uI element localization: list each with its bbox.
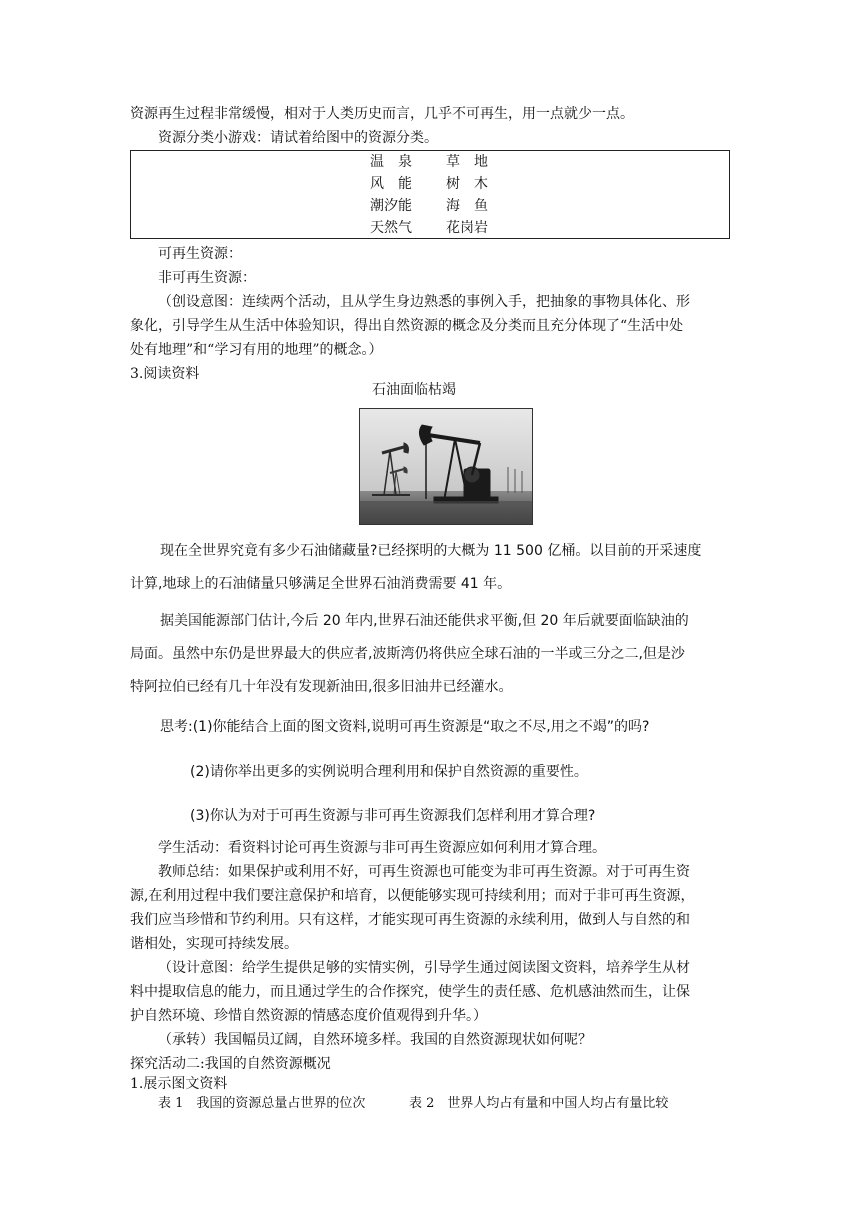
resource-item: 温 泉 <box>370 154 412 170</box>
reading-paragraph-line: 现在全世界究竟有多少石油储藏量?已经探明的大概为 11 500 亿桶。以目前的开采速度 <box>160 543 702 559</box>
design-intent-line: 象化，引导学生从生活中体验知识，得出自然资源的概念及分类而且充分体现了“生活中处 <box>130 318 684 334</box>
resource-item: 树 木 <box>446 176 488 192</box>
resource-classification-box <box>130 150 730 239</box>
reading-title: 石油面临枯竭 <box>372 382 456 398</box>
teacher-summary-line: 谐相处，实现可持续发展。 <box>130 936 298 952</box>
resource-item: 潮汐能 <box>370 198 412 214</box>
think-question: (3)你认为对于可再生资源与非可再生资源我们怎样利用才算合理? <box>190 808 596 824</box>
resource-item: 海 鱼 <box>446 198 488 214</box>
design-intent-line: 料中提取信息的能力，而且通过学生的合作探究，使学生的责任感、危机感油然而生，让保 <box>130 984 690 1000</box>
subsection-heading: 1.展示图文资料 <box>130 1076 228 1092</box>
activity-heading: 探究活动二:我国的自然资源概况 <box>130 1056 331 1072</box>
game-prompt: 资源分类小游戏：请试着给图中的资源分类。 <box>158 130 438 146</box>
oil-pumpjack-photo <box>359 408 533 525</box>
teacher-summary-line: 教师总结：如果保护或利用不好，可再生资源也可能变为非可再生资源。对于可再生资 <box>158 864 690 880</box>
design-intent-line: 处有地理”和“学习有用的地理”的概念。） <box>130 342 383 358</box>
section-heading: 3.阅读资料 <box>130 366 200 382</box>
intro-line: 资源再生过程非常缓慢，相对于人类历史而言，几乎不可再生，用一点就少一点。 <box>130 106 634 122</box>
resource-item: 风 能 <box>370 176 412 192</box>
resource-item: 草 地 <box>446 154 488 170</box>
design-intent-line: （设计意图：给学生提供足够的实情实例，引导学生通过阅读图文资料，培养学生从材 <box>158 960 690 976</box>
resource-item: 花岗岩 <box>446 220 488 236</box>
reading-paragraph-line: 计算,地球上的石油储量只够满足全世界石油消费需要 41 年。 <box>130 576 512 592</box>
design-intent-line: （创设意图：连续两个活动，且从学生身边熟悉的事例入手，把抽象的事物具体化、形 <box>158 294 690 310</box>
design-intent-line: 护自然环境、珍惜自然资源的情感态度价值观得到升华。） <box>130 1008 487 1024</box>
reading-paragraph-line: 据美国能源部门估计,今后 20 年内,世界石油还能供求平衡,但 20 年后就要面临缺油的 <box>160 613 689 629</box>
transition-line: （承转）我国幅员辽阔，自然环境多样。我国的自然资源现状如何呢？ <box>158 1032 592 1048</box>
renewable-label: 可再生资源： <box>158 246 242 262</box>
student-activity: 学生活动：看资料讨论可再生资源与非可再生资源应如何利用才算合理。 <box>158 840 606 856</box>
reading-paragraph-line: 局面。虽然中东仍是世界最大的供应者,波斯湾仍将供应全球石油的一半或三分之二,但是沙 <box>130 646 685 662</box>
resource-item: 天然气 <box>370 220 412 236</box>
table-caption: 表 1 我国的资源总量占世界的位次 <box>158 1096 366 1111</box>
teacher-summary-line: 我们应当珍惜和节约利用。只有这样，才能实现可再生资源的永续利用，做到人与自然的和 <box>130 912 690 928</box>
nonrenewable-label: 非可再生资源： <box>158 270 256 286</box>
oil-pumpjack-illustration <box>360 409 533 525</box>
reading-paragraph-line: 特阿拉伯已经有几十年没有发现新油田,很多旧油井已经灌水。 <box>130 679 513 695</box>
think-question: 思考:(1)你能结合上面的图文资料,说明可再生资源是“取之不尽,用之不竭”的吗? <box>160 719 650 735</box>
think-question: (2)请你举出更多的实例说明合理利用和保护自然资源的重要性。 <box>190 764 588 780</box>
teacher-summary-line: 源,在利用过程中我们要注意保护和培育，以便能够实现可持续利用；而对于非可再生资源， <box>130 888 695 904</box>
table-caption: 表 2 世界人均占有量和中国人均占有量比较 <box>409 1096 669 1111</box>
